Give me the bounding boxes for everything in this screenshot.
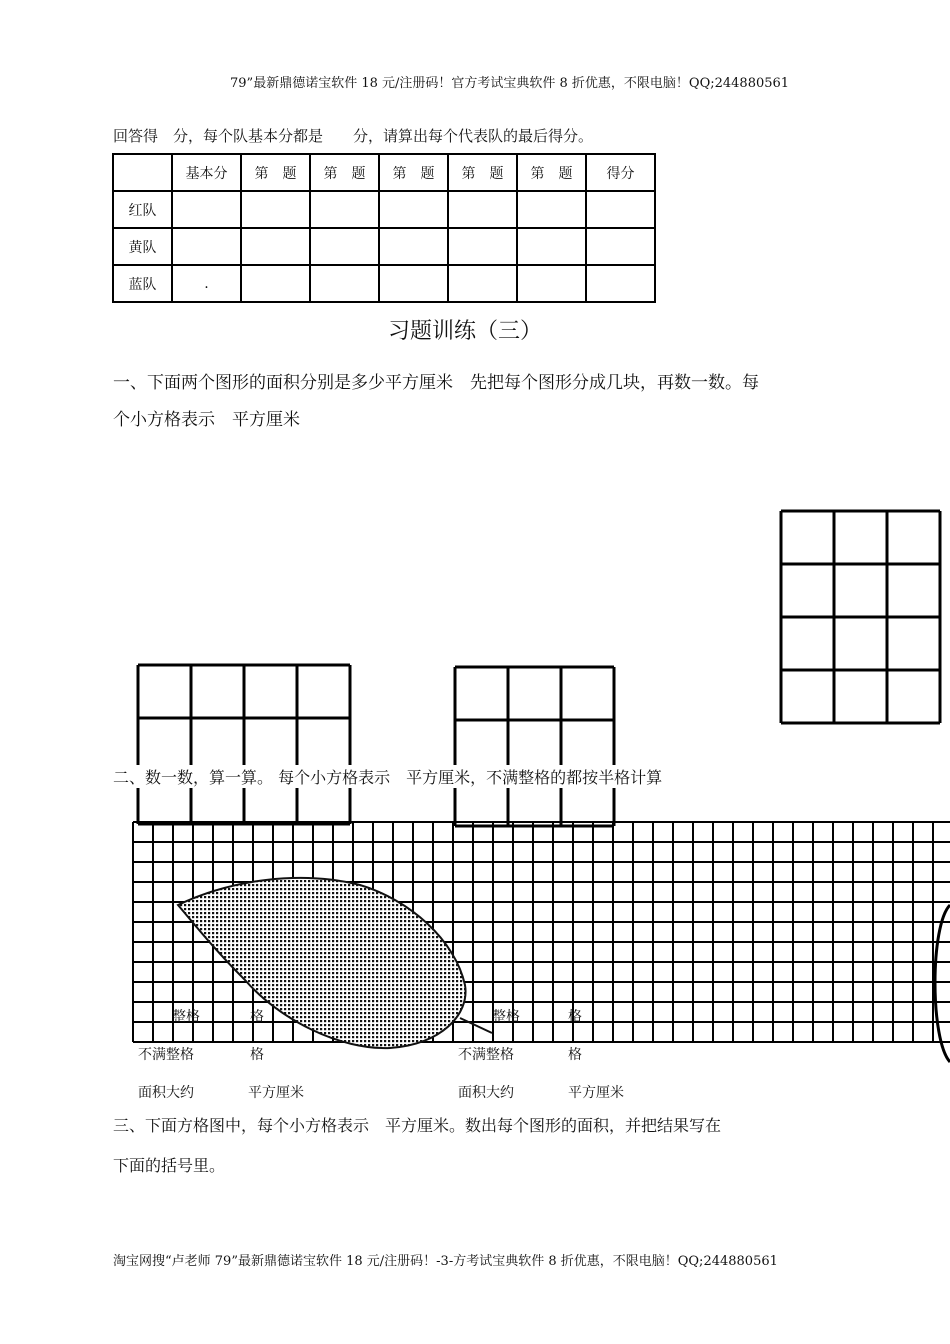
whole-squares-label-right: 整格 (492, 1009, 520, 1025)
area-unit-right: 平方厘米 (568, 1085, 624, 1101)
left-grid-shape (138, 665, 350, 824)
table-header-cell: 第 题 (517, 154, 586, 191)
section-title: 习题训练（三） (388, 319, 543, 344)
circle-shape (935, 905, 950, 1062)
page-header: 79”最新鼎德诺宝软件 18 元/注册码！官方考试宝典软件 8 折优惠，不限电脑！QQ;244880561 (230, 76, 790, 91)
table-header-cell: 第 题 (448, 154, 517, 191)
whole-squares-label-left: 整格 (172, 1009, 200, 1025)
team-name: 蓝队 (113, 265, 172, 302)
table-header-cell: 第 题 (379, 154, 448, 191)
area-unit-left: 平方厘米 (248, 1085, 304, 1101)
partial-squares-label-right: 不满整格 (458, 1047, 514, 1063)
table-header-cell: 第 题 (241, 154, 310, 191)
question-2: 二、数一数，算一算。 每个小方格表示 平方厘米，不满整格的都按半格计算 (113, 765, 662, 788)
table-header-cell: 第 题 (310, 154, 379, 191)
area-label-right: 面积大约 (458, 1085, 514, 1101)
partial-squares-label-left: 不满整格 (138, 1047, 194, 1063)
question-1-line-1: 一、下面两个图形的面积分别是多少平方厘米 先把每个图形分成几块，再数一数。每 (113, 373, 759, 393)
question-3-line-1: 三、下面方格图中，每个小方格表示 平方厘米。数出每个图形的面积，并把结果写在 (113, 1116, 722, 1135)
partial-squares-unit-left: 格 (250, 1047, 264, 1063)
team-name: 红队 (113, 191, 172, 228)
team-name: 黄队 (113, 228, 172, 265)
question-3-line-2: 下面的括号里。 (113, 1156, 226, 1175)
table-header-cell: 得分 (586, 154, 655, 191)
intro-text: 回答得 分，每个队基本分都是 分，请算出每个代表队的最后得分。 (113, 127, 594, 145)
right-grid-shape (781, 511, 940, 723)
page-footer: 淘宝网搜“卢老师 79”最新鼎德诺宝软件 18 元/注册码！-3-方考试宝典软件 8 折优惠，不限电脑！QQ;244880561 (113, 1254, 778, 1269)
middle-grid-shape (455, 667, 614, 826)
question-1-line-2: 个小方格表示 平方厘米 (113, 410, 300, 430)
table-header-cell: 基本分 (172, 154, 241, 191)
whole-squares-unit-right: 格 (568, 1009, 582, 1025)
table-cell: . (172, 265, 241, 302)
area-label-left: 面积大约 (138, 1085, 194, 1101)
whole-squares-unit-left: 格 (250, 1009, 264, 1025)
partial-squares-unit-right: 格 (568, 1047, 582, 1063)
